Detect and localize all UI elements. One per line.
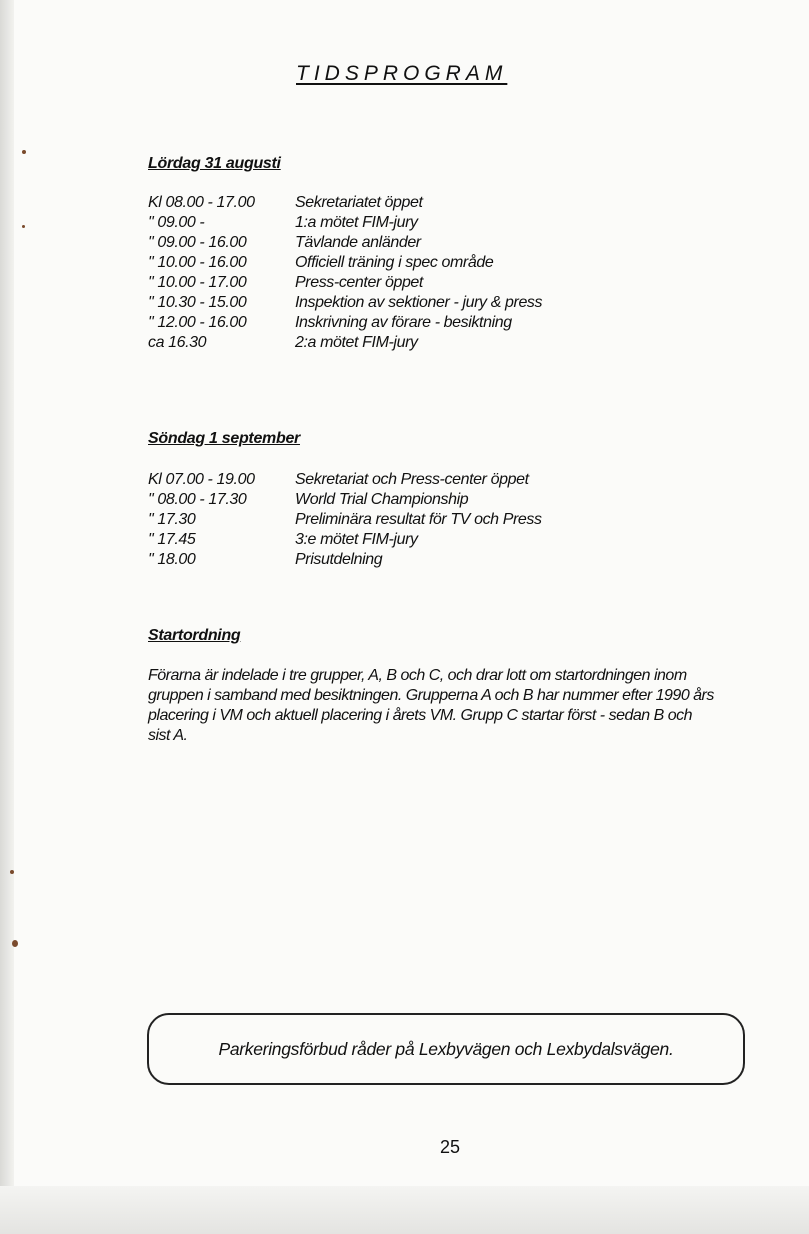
page-number: 25 [440,1137,461,1157]
schedule-event: Prisutdelning [295,551,383,568]
schedule-event: Tävlande anländer [295,234,421,251]
schedule-row [148,490,542,510]
schedule-time: " 10.00 - 16.00 [148,254,247,271]
paragraph-line: sist A. [148,727,188,744]
schedule-event: 3:e mötet FIM-jury [295,531,418,548]
saturday-heading: Lördag 31 augusti [148,155,281,172]
schedule-row [148,213,542,233]
binding-hole-mark [10,870,14,874]
sunday-schedule [148,470,542,570]
binding-hole-mark [22,150,26,154]
schedule-row [148,550,542,570]
parking-notice-text: Parkeringsförbud råder på Lexbyvägen och Lexbydalsvägen. [218,1039,674,1059]
schedule-row [148,333,542,353]
schedule-row [148,233,542,253]
binding-hole-mark [12,940,18,947]
paragraph-line: Förarna är indelade i tre grupper, A, B och C, och drar lott om startordningen inom [148,667,687,684]
schedule-time: Kl 08.00 - 17.00 [148,194,255,211]
schedule-time: " 17.30 [148,511,196,528]
schedule-event: Sekretariatet öppet [295,194,423,211]
schedule-time: " 10.30 - 15.00 [148,294,247,311]
startordning-heading: Startordning [148,627,241,644]
schedule-time: " 09.00 - [148,214,205,231]
page-bottom-edge [0,1186,809,1234]
paragraph-line: gruppen i samband med besiktningen. Grupperna A och B har nummer efter 1990 års [148,687,714,704]
schedule-row [148,193,542,213]
schedule-event: Inspektion av sektioner - jury & press [295,294,543,311]
schedule-time: Kl 07.00 - 19.00 [148,471,255,488]
saturday-schedule [148,193,542,353]
schedule-event: 2:a mötet FIM-jury [295,334,418,351]
parking-notice-box [147,1013,745,1085]
page-title: TIDSPROGRAM [296,62,508,85]
schedule-event: World Trial Championship [295,491,469,508]
schedule-row [148,273,542,293]
schedule-event: Inskrivning av förare - besiktning [295,314,512,331]
startordning-paragraph [148,666,808,746]
schedule-time: " 17.45 [148,531,196,548]
binding-hole-mark [22,225,25,228]
schedule-row [148,313,542,333]
binding-edge [0,0,14,1234]
schedule-row [148,293,542,313]
schedule-time: " 09.00 - 16.00 [148,234,247,251]
schedule-event: Officiell träning i spec område [295,254,494,271]
schedule-row [148,530,542,550]
schedule-time: ca 16.30 [148,334,207,351]
schedule-event: 1:a mötet FIM-jury [295,214,418,231]
schedule-event: Press-center öppet [295,274,423,291]
schedule-event: Preliminära resultat för TV och Press [295,511,542,528]
schedule-time: " 18.00 [148,551,196,568]
schedule-time: " 08.00 - 17.30 [148,491,247,508]
schedule-event: Sekretariat och Press-center öppet [295,471,529,488]
schedule-row [148,470,542,490]
schedule-row [148,510,542,530]
schedule-time: " 12.00 - 16.00 [148,314,247,331]
sunday-heading: Söndag 1 september [148,430,300,447]
schedule-row [148,253,542,273]
paragraph-line: placering i VM och aktuell placering i årets VM. Grupp C startar först - sedan B och [148,707,693,724]
schedule-time: " 10.00 - 17.00 [148,274,247,291]
